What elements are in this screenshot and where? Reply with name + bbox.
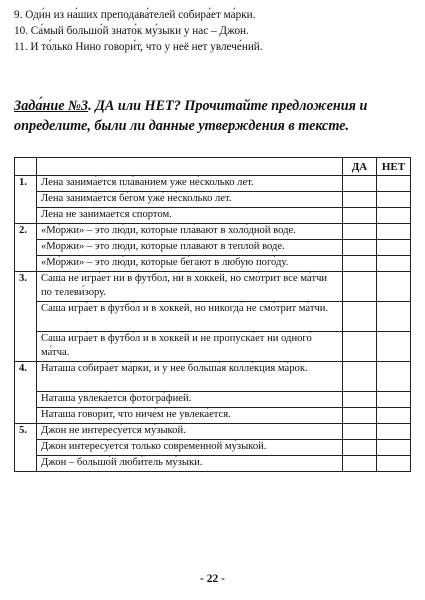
- no-cell[interactable]: [377, 302, 411, 332]
- yes-cell[interactable]: [343, 256, 377, 272]
- table-row: [15, 192, 411, 208]
- table-row: [15, 176, 411, 192]
- no-cell[interactable]: [377, 256, 411, 272]
- no-cell[interactable]: [377, 192, 411, 208]
- yes-cell[interactable]: [343, 332, 377, 362]
- statement: Наташа собира́ет ма́рки, и у нее больша́я колле́кция ма́рок.: [37, 362, 343, 392]
- statement: Наташа говори́т, что ниче́м не увлека́ется.: [37, 408, 343, 424]
- intro-line: 11. И то́лько Нино говори́т, что у неё нет увлече́ний.: [14, 41, 263, 53]
- no-cell[interactable]: [377, 272, 411, 302]
- table-row: [15, 332, 411, 362]
- statement: Лена занима́ется пла́ванием уже не́сколько лет.: [37, 176, 343, 192]
- yes-cell[interactable]: [343, 362, 377, 392]
- table-row: [15, 362, 411, 392]
- group-number: 2.: [15, 224, 37, 272]
- statement: Джон – большо́й люби́тель му́зыки.: [37, 456, 343, 472]
- table-row: [15, 224, 411, 240]
- table-row: [15, 208, 411, 224]
- group-number: 3.: [15, 272, 37, 362]
- no-cell[interactable]: [377, 424, 411, 440]
- group-number: 5.: [15, 424, 37, 472]
- group-number: 1.: [15, 176, 37, 224]
- intro-line: 10. Са́мый большо́й знато́к му́зыки у нас – Джон.: [14, 25, 249, 37]
- table-header-row: [15, 158, 411, 176]
- yes-cell[interactable]: [343, 302, 377, 332]
- yes-cell[interactable]: [343, 424, 377, 440]
- answer-table: [14, 157, 411, 472]
- table-row: [15, 440, 411, 456]
- statement: «Мо́ржи» – это лю́ди, которые бе́гают в любую пого́ду.: [37, 256, 343, 272]
- header-statement: [37, 158, 343, 176]
- no-cell[interactable]: [377, 362, 411, 392]
- table-row: [15, 392, 411, 408]
- no-cell[interactable]: [377, 224, 411, 240]
- statement: Лена занима́ется бе́гом уже́ не́сколько лет.: [37, 192, 343, 208]
- header-no: НЕТ: [377, 158, 411, 176]
- yes-cell[interactable]: [343, 176, 377, 192]
- statement: «Моржи» – это люди, которые плавают в теплой воде.: [37, 240, 343, 256]
- intro-line: 9. Оди́н из на́ших преподава́телей собира́ет ма́рки.: [14, 9, 256, 21]
- header-yes: ДА: [343, 158, 377, 176]
- group-number: 4.: [15, 362, 37, 424]
- page-number: - 22 -: [200, 573, 225, 585]
- table-row: [15, 272, 411, 302]
- yes-cell[interactable]: [343, 240, 377, 256]
- intro-sentences: [14, 7, 263, 55]
- header-number: [15, 158, 37, 176]
- table-row: [15, 456, 411, 472]
- no-cell[interactable]: [377, 440, 411, 456]
- statement: Саша игра́ет в футбо́л и в хоккей, но никогда́ не смо́трит ма́тчи.: [37, 302, 343, 332]
- no-cell[interactable]: [377, 208, 411, 224]
- task-instruction: . ДА или НЕТ? Прочитайте предложения и определите, были ли данные утверждения в тексте.: [14, 98, 368, 134]
- statement: Наташа увлека́ется фотогра́фией.: [37, 392, 343, 408]
- yes-cell[interactable]: [343, 456, 377, 472]
- no-cell[interactable]: [377, 332, 411, 362]
- no-cell[interactable]: [377, 176, 411, 192]
- yes-cell[interactable]: [343, 192, 377, 208]
- table-row: [15, 302, 411, 332]
- table-row: [15, 408, 411, 424]
- yes-cell[interactable]: [343, 208, 377, 224]
- statement: Саша игра́ет в футбо́л и в хокке́й и не пропуска́ет ни одного́ ма́тча.: [37, 332, 343, 362]
- statement: Саша не игра́ет ни в футбол, ни в хоккей, но смо́трит все ма́тчи по телеви́зору.: [37, 272, 343, 302]
- statement: Джон не интересу́ется му́зыкой.: [37, 424, 343, 440]
- no-cell[interactable]: [377, 456, 411, 472]
- task-heading: [14, 96, 412, 136]
- table-row: [15, 240, 411, 256]
- statement: «Мо́ржи» – это лю́ди, которые пла́вают в холо́дной воде.: [37, 224, 343, 240]
- statement: Лена не занимается спортом.: [37, 208, 343, 224]
- yes-cell[interactable]: [343, 408, 377, 424]
- yes-cell[interactable]: [343, 272, 377, 302]
- table-row: [15, 424, 411, 440]
- statement: Джон интересу́ется только совреме́нной му́зыкой.: [37, 440, 343, 456]
- no-cell[interactable]: [377, 392, 411, 408]
- table-row: [15, 256, 411, 272]
- yes-cell[interactable]: [343, 392, 377, 408]
- task-number: Зада́ние №3: [14, 98, 89, 114]
- no-cell[interactable]: [377, 408, 411, 424]
- yes-cell[interactable]: [343, 440, 377, 456]
- no-cell[interactable]: [377, 240, 411, 256]
- yes-cell[interactable]: [343, 224, 377, 240]
